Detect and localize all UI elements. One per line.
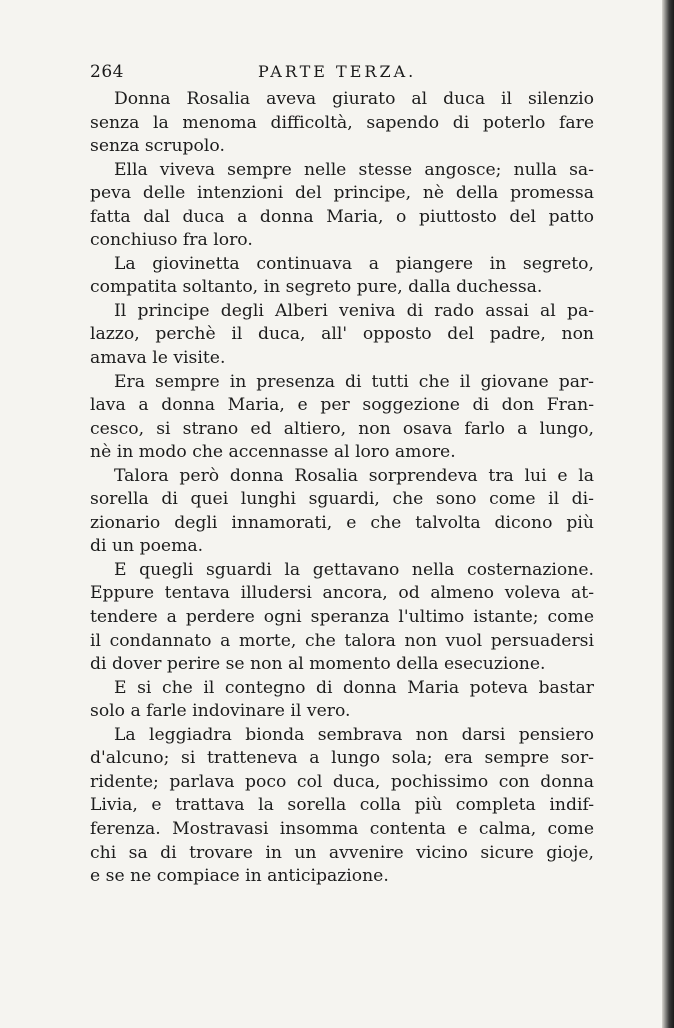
text-line: peva delle intenzioni del principe, nè della promessa (90, 183, 594, 204)
text-line: E quegli sguardi la gettavano nella costernazione. (114, 559, 594, 580)
text-line: E si che il contegno di donna Maria poteva bastar (114, 677, 594, 698)
text-line: lazzo, perchè il duca, all' opposto del padre, non (90, 324, 594, 345)
text-line: compatita soltanto, in segreto pure, dalla duchessa. (90, 277, 543, 298)
text-line: lava a donna Maria, e per soggezione di don Fran- (90, 395, 594, 416)
text-line: senza la menoma difficoltà, sapendo di poterlo fare (90, 112, 594, 133)
page-edge-shadow (662, 0, 674, 1028)
text-line: zionario degli innamorati, e che talvolta dicono più (90, 512, 594, 533)
text-line: conchiuso fra loro. (90, 230, 253, 251)
page-number: 264 (90, 62, 124, 82)
text-line: chi sa di trovare in un avvenire vicino sicure gioje, (90, 842, 594, 863)
text-line: ridente; parlava poco col duca, pochissimo con donna (90, 771, 594, 792)
text-line: senza scrupolo. (90, 136, 225, 157)
paragraph (90, 88, 594, 159)
text-line: La giovinetta continuava a piangere in segreto, (114, 253, 594, 274)
text-line: di un poema. (90, 536, 204, 557)
paragraph (90, 724, 594, 889)
text-line: il condannato a morte, che talora non vuol persuadersi (90, 630, 594, 651)
page-header (90, 62, 590, 86)
text-line: La leggiadra bionda sembrava non darsi pensiero (114, 724, 594, 745)
text-line: ferenza. Mostravasi insomma contenta e calma, come (90, 818, 594, 839)
text-line: Il principe degli Alberi veniva di rado assai al pa- (114, 300, 594, 321)
text-line: nè in modo che accennasse al loro amore. (90, 442, 456, 463)
text-line: Era sempre in presenza di tutti che il giovane par- (114, 371, 594, 392)
text-line: d'alcuno; si tratteneva a lungo sola; era sempre sor- (90, 748, 594, 769)
text-line: fatta dal duca a donna Maria, o piuttosto del patto (90, 206, 594, 227)
paragraph (90, 300, 594, 371)
text-line: tendere a perdere ogni speranza l'ultimo istante; come (90, 607, 594, 628)
paragraph (90, 159, 594, 253)
paragraph (90, 677, 594, 724)
text-line: sorella di quei lunghi sguardi, che sono come il di- (90, 489, 594, 510)
text-line: e se ne compiace in anticipazione. (90, 866, 389, 887)
text-line: di dover perire se non al momento della esecuzione. (90, 654, 546, 675)
text-line: Livia, e trattava la sorella colla più completa indif- (90, 795, 594, 816)
text-line: cesco, si strano ed altiero, non osava farlo a lungo, (90, 418, 594, 439)
text-line: Ella viveva sempre nelle stesse angosce; nulla sa- (114, 159, 594, 180)
paragraph (90, 253, 594, 300)
text-line: Eppure tentava illudersi ancora, od almeno voleva at- (90, 583, 594, 604)
paragraph (90, 559, 594, 677)
running-title: PARTE TERZA. (258, 62, 417, 81)
body-text (90, 88, 594, 889)
text-line: Donna Rosalia aveva giurato al duca il silenzio (114, 89, 594, 109)
paragraph (90, 465, 594, 559)
text-line: Talora però donna Rosalia sorprendeva tra lui e la (114, 465, 594, 486)
text-line: solo a farle indovinare il vero. (90, 701, 351, 722)
paragraph (90, 371, 594, 465)
text-line: amava le visite. (90, 348, 226, 369)
